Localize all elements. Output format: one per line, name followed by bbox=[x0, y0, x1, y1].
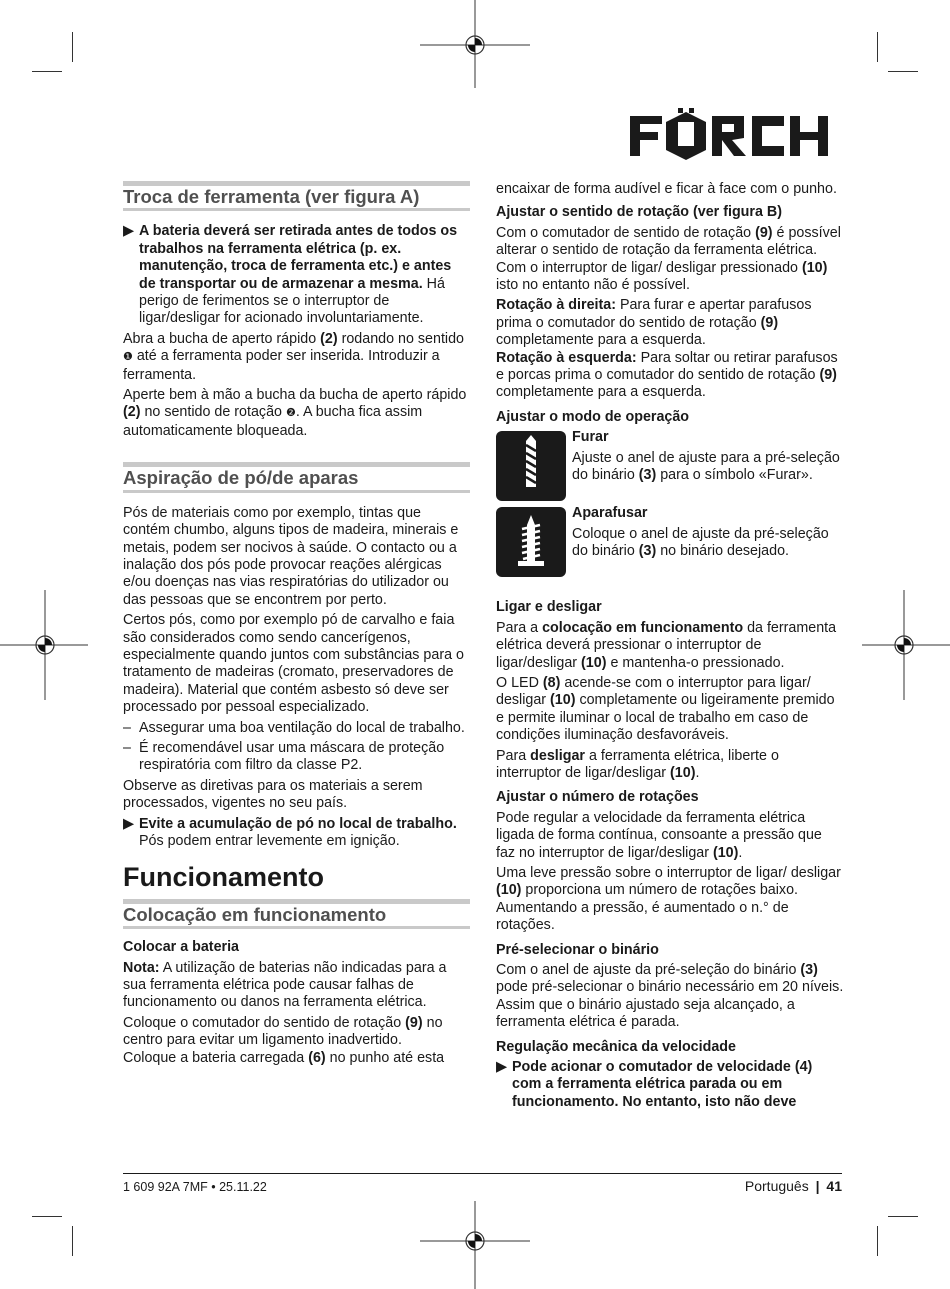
list-item: – Assegurar uma boa ventilação do local de trabalho. bbox=[123, 719, 465, 736]
paragraph: Coloque a bateria carregada (6) no punho até esta bbox=[123, 1049, 445, 1066]
paragraph: Uma leve pressão sobre o interruptor de ligar/ desligar (10) proporciona um número de rotações baixo. Aumentando a pressão, é aumentado o n.° de rotações. bbox=[496, 864, 841, 934]
paragraph: Observe as diretivas para os materiais a serem processados, vigentes no seu país. bbox=[123, 777, 423, 812]
crop-mark bbox=[72, 32, 73, 62]
page-footer-right bbox=[700, 1178, 842, 1194]
mode-title: Furar bbox=[572, 429, 609, 446]
paragraph: Pode regular a velocidade da ferramenta elétrica ligada de forma contínua, consoante a pressão que faz no interruptor de ligar/desligar (10). bbox=[496, 809, 822, 861]
warning-text-bold: A bateria deverá ser retirada antes de todos os trabalhos na ferramenta elétrica (p. ex. manutenção, troca de ferramenta etc.) e antes de transportar ou de armazenar a mesma. bbox=[139, 223, 458, 292]
bullet-triangle-icon: ▶ bbox=[496, 1059, 507, 1076]
warning-text: Há perigo de ferimentos se o interruptor de ligar/desligar for acionado involuntariamente. bbox=[139, 275, 445, 327]
registration-mark-icon bbox=[860, 590, 950, 700]
crop-mark bbox=[888, 1216, 918, 1217]
paragraph: O LED (8) acende-se com o interruptor para ligar/ desligar (10) completamente ou ligeiramente premido e permite iluminar o local de trabalho em caso de condições iluminação desfavoráveis. bbox=[496, 674, 835, 744]
footer-separator: | bbox=[815, 1178, 820, 1194]
paragraph: Pós de materiais como por exemplo, tintas que contém chumbo, alguns tipos de madeira, minerais e metais, podem ser nocivos à saúde. O contacto ou a inalação dos pós pode provocar reações alérgicas e/ou doenças nas vias respiratórias do utilizador ou das pessoas que se encontrem por perto. bbox=[123, 504, 459, 608]
paragraph: Para a colocação em funcionamento da ferramenta elétrica deverá pressionar o interruptor de ligar/desligar (10) e mantenha-o pressionado. bbox=[496, 619, 837, 671]
registration-mark-icon bbox=[0, 590, 90, 700]
left-column bbox=[123, 181, 470, 1070]
mode-drill bbox=[496, 429, 844, 501]
drill-bit-icon bbox=[496, 431, 566, 501]
crop-mark bbox=[877, 32, 878, 62]
brand-logo bbox=[628, 108, 842, 164]
screw-icon bbox=[496, 507, 566, 577]
chapter-title: Funcionamento bbox=[123, 862, 324, 893]
subsection-title: Regulação mecânica da velocidade bbox=[496, 1038, 736, 1055]
paragraph: Com o anel de ajuste da pré-seleção do binário (3) pode pré-selecionar o binário necessário em 20 níveis. Assim que o binário ajustado seja alcançado, a ferramenta elétrica é parada. bbox=[496, 962, 844, 1031]
right-column bbox=[496, 181, 844, 1114]
warning-bullet bbox=[123, 223, 470, 327]
mode-title: Aparafusar bbox=[572, 505, 648, 522]
paragraph: Coloque o anel de ajuste da pré-seleção do binário (3) no binário desejado. bbox=[572, 525, 829, 560]
paragraph: Ajuste o anel de ajuste para a pré-seleção do binário (3) para o símbolo «Furar». bbox=[572, 449, 840, 484]
paragraph: encaixar de forma audível e ficar à face com o punho. bbox=[496, 181, 837, 197]
section-title: Aspiração de pó/de aparas bbox=[123, 462, 470, 492]
paragraph: Aperte bem à mão a bucha da bucha de aperto rápido (2) no sentido de rotação ❷. A bucha fica assim automaticamente bloqueada. bbox=[123, 387, 467, 439]
crop-mark bbox=[888, 71, 918, 72]
crop-mark bbox=[32, 71, 62, 72]
step-one-icon: ❶ bbox=[123, 351, 133, 364]
paragraph: Abra a bucha de aperto rápido (2) rodando no sentido ❶ até a ferramenta poder ser inserida. Introduzir a ferramenta. bbox=[123, 330, 464, 383]
step-two-icon: ❷ bbox=[285, 407, 296, 420]
mode-screw bbox=[496, 505, 844, 577]
footer-rule bbox=[123, 1173, 842, 1174]
subsection-title: Ajustar o sentido de rotação (ver figura B) bbox=[496, 204, 782, 221]
subsection-title: Ligar e desligar bbox=[496, 599, 602, 616]
paragraph: Rotação à direita: Para furar e apertar parafusos prima o comutador do sentido de rotação (9) completamente para a esquerda. bbox=[496, 297, 812, 349]
paragraph: Com o comutador de sentido de rotação (9) é possível alterar o sentido de rotação da ferramenta elétrica. Com o interruptor de ligar/ desligar pressionado (10) isto no entanto não é possível. bbox=[496, 224, 841, 294]
paragraph: Para desligar a ferramenta elétrica, liberte o interruptor de ligar/desligar (10). bbox=[496, 747, 779, 781]
paragraph: Rotação à esquerda: Para soltar ou retirar parafusos e porcas prima o comutador do sentido de rotação (9) completamente para a esquerda. bbox=[496, 349, 838, 401]
warning-bullet: ▶ Pode acionar o comutador de velocidade (4) com a ferramenta elétrica parada ou em funcionamento. No entanto, isto não deve bbox=[496, 1059, 813, 1110]
paragraph: Certos pós, como por exemplo pó de carvalho e faia são considerados como sendo cancerígenos, especialmente quando juntos com substâncias para o tratamento de madeiras (cromato, preservadores de madeira). Material que contém asbesto só deve ser processado por pessoal especializado. bbox=[123, 612, 464, 716]
section-title: Troca de ferramenta (ver figura A) bbox=[123, 181, 470, 211]
subsection-title: Colocar a bateria bbox=[123, 939, 240, 956]
document-id: 1 609 92A 7MF • 25.11.22 bbox=[123, 1180, 267, 1194]
subsection-title: Pré-selecionar o binário bbox=[496, 941, 659, 958]
bullet-triangle-icon: ▶ bbox=[123, 815, 134, 832]
section-title: Colocação em funcionamento bbox=[123, 899, 470, 929]
subsection-title: Ajustar o modo de operação bbox=[496, 408, 690, 425]
list-item: – É recomendável usar uma máscara de proteção respiratória com filtro da classe P2. bbox=[123, 739, 445, 774]
language-label: Português bbox=[744, 1178, 809, 1194]
paragraph: Coloque o comutador do sentido de rotação (9) no centro para evitar um ligamento inadvertido. bbox=[123, 1014, 443, 1049]
crop-mark bbox=[32, 1216, 62, 1217]
page-number: 41 bbox=[826, 1178, 842, 1194]
paragraph: Nota: A utilização de baterias não indicadas para a sua ferramenta elétrica pode causar falhas de funcionamento ou danos na ferramenta elétrica. bbox=[123, 959, 447, 1011]
subsection-title: Ajustar o número de rotações bbox=[496, 789, 699, 806]
bullet-triangle-icon: ▶ bbox=[123, 223, 134, 240]
registration-mark-icon bbox=[420, 0, 530, 90]
warning-bullet: ▶ Evite a acumulação de pó no local de trabalho. Pós podem entrar levemente em ignição. bbox=[123, 815, 457, 849]
crop-mark bbox=[72, 1226, 73, 1256]
registration-mark-icon bbox=[420, 1199, 530, 1289]
crop-mark bbox=[877, 1226, 878, 1256]
